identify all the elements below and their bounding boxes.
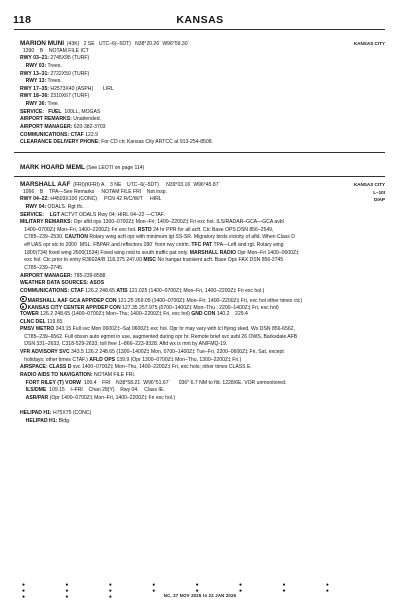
airport-name: MARK HOARD MEML [20,164,85,171]
text-run: H75X75 (CONC) [51,410,92,417]
text-run: FUEL [48,108,62,115]
airport-entry-mark-hoard-meml [20,164,385,172]
text-run: CLNC DEL [20,318,46,325]
text-run: 121.025 (1400–0700Z‡ Mon–Fri, 1400–2200Z‡ Fri exc hol.) [127,287,265,294]
text-run: FORT RILEY (T) VORW [20,379,81,386]
text-run: Opr Mon–Fri 1400–0600Z‡ [236,249,299,256]
text-line [20,380,385,388]
text-run: Unattended. [71,116,101,123]
text-run: TPA—Left and rgt. Rotary wing [212,242,284,249]
text-line [20,139,385,147]
text-run: SERVICE: [20,108,44,115]
airport-entry-marion-muni [20,40,385,147]
section-divider [14,152,385,153]
chart-label: DIAP [374,197,385,203]
text-run: RWY 13: [20,78,47,85]
text-run: SERVICE: [20,211,44,218]
text-run: RWY 04: [20,203,47,210]
text-run: CLASS D [49,364,72,371]
text-line [20,341,385,349]
text-run: 122.9 [83,131,98,138]
text-line [20,71,385,79]
text-run: 343.5 126.2 248.65 (1300–1400Z‡ Mon, 0700–1400Z‡ Tue–Fri, 2200–0600Z‡ Fri, Sat, except [69,349,284,356]
text-run: RSTD [137,226,152,233]
text-run: RWY 13–31: [20,70,49,77]
text-run: (FRI)(KFRI) A 3 NE UTC–6(–5DT) N39°03.16´ W96°45.87´ [70,182,221,188]
text-run: For CD ctc Kansas City ARTCC at 913-254-8508. [99,139,213,146]
text-line [20,189,385,197]
text-line [20,265,385,273]
text-run: TOWER [20,310,39,317]
text-line [20,204,385,212]
text-run: 140.2 229.4 [215,310,248,317]
text-run: 2310X67 (TURF) [48,93,90,100]
text-line [20,116,385,124]
text-run: 1390 B NOTAM FILE ICT [20,47,89,54]
section-divider [14,176,385,177]
text-line [20,273,385,281]
text-run: RWY 36: [20,101,47,108]
region-label: KANSAS CITY [353,182,385,187]
text-line [20,227,385,235]
text-line [20,86,385,94]
text-run: C785–239–6562. Full obsvn auto egmnt in use, augmented during opr hr. Remote brief svc avbl 26 OWS, Barksdale AFB [20,333,298,340]
page-header [0,0,400,30]
text-run: H4503X100 (CONC) PCN 42 R/C/W/T HIRL [48,196,162,203]
text-run: RWY 18–36: [20,93,49,100]
text-run: COMMUNICATIONS: [20,131,70,138]
text-run: 109.4 FRI N38°58.21´ W96°51.67´ 036° 6.7 NM to fld. 1228/6E. VOR unmonitored. [80,379,287,386]
text-run: CTAF [70,131,84,138]
text-line [20,319,385,327]
text-run: CLEARANCE DELIVERY PHONE: [20,139,100,146]
text-run: HELIPAD H1: [20,417,58,424]
text-run: 343.15 Full svc Mon 0600Z‡–Sat 0600Z‡ exc hol. Opr hr may vary with lcl flying sked. Wx DSN 856-6562, [54,326,295,333]
text-run: 24 hr PPR for all acft. Ctc Base OPS DSN 856–2549, [151,226,274,233]
text-line [20,303,385,311]
text-run: TFC PAT [191,242,213,249]
text-line [20,372,385,380]
text-run: RWY 17–35: [20,85,49,92]
separator-dots: ● ● ● ● ● ● ● ● ● ● ● ● ● ● ● ● ● ● ● [22,582,349,600]
text-line [20,387,385,395]
text-run: C785–239–2530. [20,234,65,241]
text-run: MARSHALL AAF GCA APP/DEP CON [27,297,117,304]
text-run: AIRPORT MANAGER: [20,124,73,131]
text-run: LGT [49,211,60,218]
text-line [20,132,385,140]
text-line [20,234,385,242]
text-run: Trees. [46,78,62,85]
entry-lines [20,40,385,147]
text-run: COMMUNICATIONS: [20,287,70,294]
text-run: (Opr 1400–0700Z‡ Mon–Fri, 1400–2200Z‡ Fri exc hol.) [48,394,176,401]
text-line [20,395,385,403]
text-run: AIRSPACE: [20,364,48,371]
text-run: ATIS [116,287,128,294]
text-run: AFLD OPS [89,356,116,363]
text-run: 100LL, MOGAS [61,108,101,115]
text-run: Bldg. [57,417,71,424]
text-line [20,296,385,304]
text-line [20,181,385,189]
text-run: ASOS [89,280,105,287]
text-run: 126.2 248.65 (1400–0700Z‡ Mon–Thu; 1400–2200Z‡ Fri, exc hol) [38,310,192,317]
text-line [20,212,385,220]
cross-reference: (See LEOTI on page 114) [84,165,145,171]
text-run: (43K) 2 SE UTC–6(–5DT) N38°20.26´ W96°59.30´ [64,41,190,47]
text-run: MARION MUNI [20,40,65,47]
text-run: ODALS. Rgt tfc. [46,203,84,210]
text-run: AIRPORT REMARKS: [20,116,72,123]
text-line [20,250,385,258]
text-line [20,40,385,48]
text-run: ILS/DME [20,387,47,394]
text-run: 1066 B TPA—See Remarks NOTAM FILE FRI Not insp. [20,188,168,195]
entry-lines [20,181,385,426]
text-run: KANSAS CITY CENTER APP/DEP CON [27,305,121,312]
text-run: exc hol. Ctc prior to entry R3602A/B 118.375 247.00 [20,257,144,264]
chart-label: L–10I [373,189,385,195]
text-line [20,242,385,250]
text-run: C785–239–2745. [20,265,64,272]
text-run: H2573X40 (ASPH) LIRL [48,85,114,92]
header-rule [14,29,385,30]
text-run: ACTVT ODALS Rwy 04; HIRL 04–22 —CTAF. [59,211,165,218]
text-line [20,334,385,342]
text-run: 620-382-3703 [72,124,106,131]
text-run: RWY 03–21: [20,55,49,62]
airport-entry-marshall-aaf [20,181,385,426]
text-run: Rotary wing acft opr with minimum lgt SS-SR. Migratory birds vicinity of afld. When Class D [87,234,295,241]
text-run: AIRPORT MANAGER: [20,272,73,279]
text-run: 119.65 [45,318,63,325]
text-run: 109.15 I–FRI Chan 28(Y) Rwy 04. Class IE. [46,387,165,394]
text-run: Tree. [46,101,60,108]
text-line [20,55,385,63]
text-run: NOTAM FILE FRI. [92,372,136,379]
text-run: holidays; other times CTAF.) [20,356,90,363]
text-run: 139.9 (Opr 1300–0700Z‡ Mon–Thu, 1300–2200Z‡ Fri.) [115,356,242,363]
text-run: eff UAS opr stc to 2000´ MSL. FBPAR and reflectors 280´ from rwy cntrln. [20,242,192,249]
text-line [20,93,385,101]
text-line [20,280,385,288]
text-run: svc 1400–0700Z‡ Mon–Thu, 1400–2200Z‡ Fri, exc hols; other times CLASS E. [71,364,252,371]
text-run: HELIPAD H1: [20,410,52,417]
text-run: PMSV METRO [20,326,55,333]
text-run: VFR ADVISORY SVC [20,349,70,356]
text-line [20,109,385,117]
radar-symbol-icon [20,296,27,303]
text-line [20,196,385,204]
region-label: KANSAS CITY [353,41,385,46]
text-run: GND CON [191,310,216,317]
text-run: No hangar transient acft. Base Ops FAX DSN 856-2745 [156,257,284,264]
text-line [20,78,385,86]
text-run: 127.35 257.975 (0700–1400Z‡ Mon–Thu ; 2200–1400Z‡ Fri, exc hol) [120,305,279,312]
text-line [20,63,385,71]
text-line [20,410,385,418]
text-run: MARSHALL RADIO [189,249,237,256]
text-run: 2745X95 (TURF) [48,55,90,62]
text-run: Trees. [46,62,62,69]
text-run: WEATHER DATA SOURCES: [20,280,89,287]
text-run: DSN 331–2633, C318-529-2633, toll free 1–866–223-9328. Afld wx is mnt by AN/FMQ-19. [20,341,228,348]
text-run: MISC [143,257,157,264]
text-run: CAUTION [64,234,88,241]
text-line [20,326,385,334]
text-line [20,48,385,56]
text-line [20,257,385,265]
text-line [20,418,385,426]
text-run: MILITARY REMARKS: [20,219,73,226]
text-run: 1800(734) fixed wing 2600(1534) Fixed wing rstd to south traffic pat only. [20,249,190,256]
state-title: KANSAS [176,14,224,26]
text-line [20,288,385,296]
text-line [20,357,385,365]
text-line [20,124,385,132]
text-line [20,364,385,372]
text-run: RADIO AIDS TO NAVIGATION: [20,372,93,379]
text-run: 2722X50 (TURF) [48,70,90,77]
text-run: MARSHALL AAF [20,181,71,188]
text-line [20,219,385,227]
text-run: RWY 03: [20,62,47,69]
text-line [20,101,385,109]
text-run: RWY 04–22: [20,196,49,203]
text-line [20,311,385,319]
text-line [20,403,385,411]
text-line [20,349,385,357]
text-run: 1400–0700Z‡ Mon–Fri, 1400–2200Z‡ Fri exc hol. [20,226,138,233]
footer-effective-dates: NC, 27 NOV 2025 to 22 JAN 2026 [163,593,237,598]
text-run: Opr afld ops 1300–0700Z‡ Mon–Fri; 1400–2200Z‡ Fri exc hol. ILS/RADAR–GCA—GCA avbl [72,219,284,226]
text-run: 785-239-8588 [72,272,106,279]
text-run: ASR/PAR [20,394,49,401]
text-run: 121.25 269.05 (1400–0700Z‡ Mon–Fri; 1400–2200Z‡ Fri, exc hol other times ctc) [116,297,303,304]
text-run: CTAF [70,287,84,294]
text-run: 126.2 248.65 [83,287,117,294]
radar-symbol-icon [20,303,27,310]
page-number: 118 [13,14,32,26]
